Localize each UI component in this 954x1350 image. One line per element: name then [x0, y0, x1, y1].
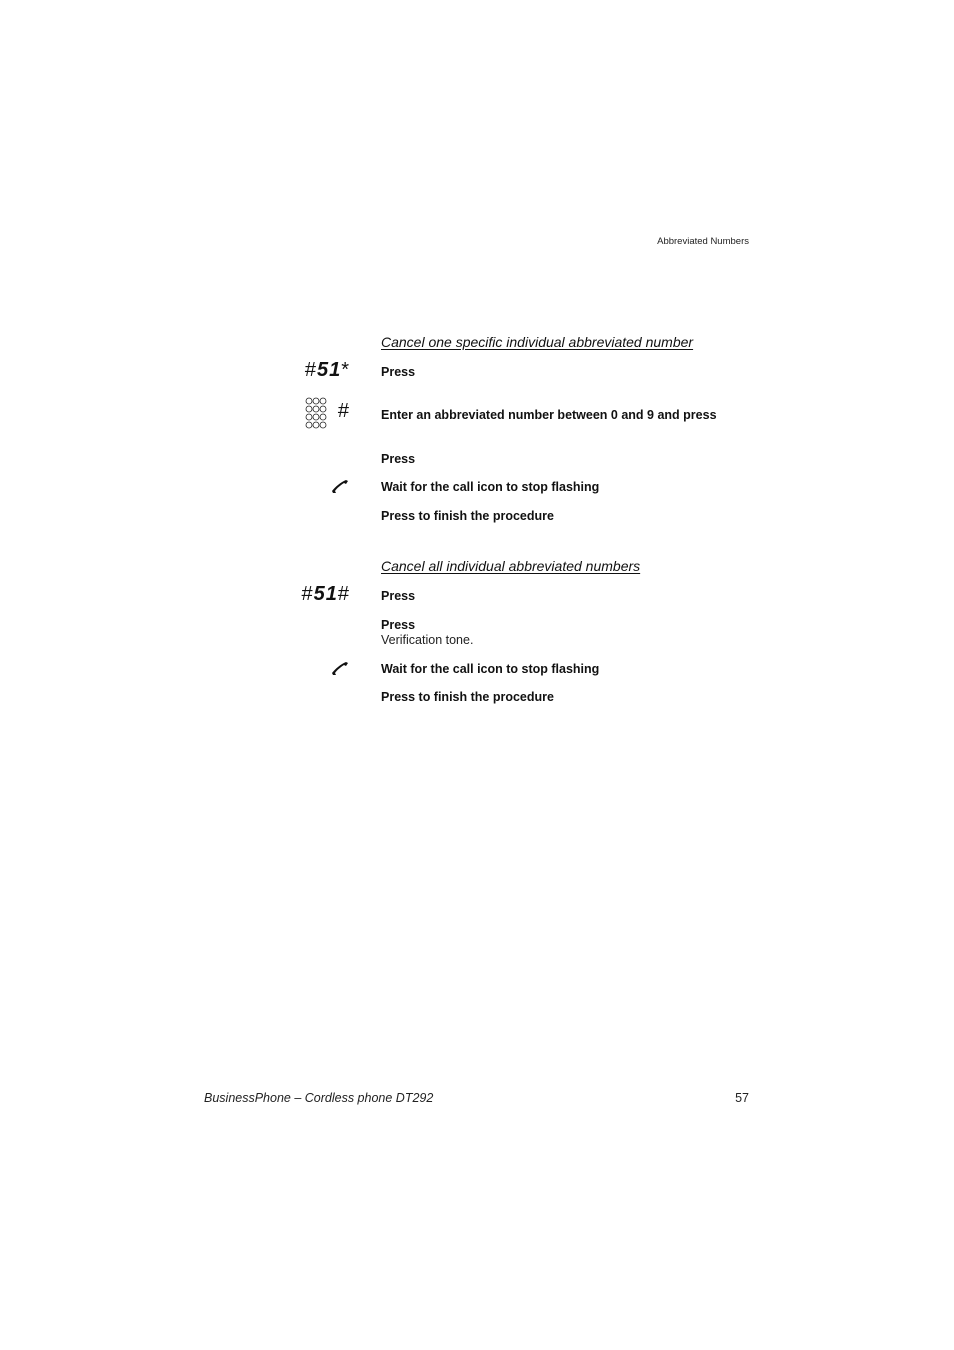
step-finish-procedure: Press to finish the procedure — [381, 509, 554, 523]
section-title-cancel-all: Cancel all individual abbreviated numbers — [381, 558, 641, 574]
step-wait-call-icon: Wait for the call icon to stop flashing — [381, 480, 600, 494]
phone-handset-icon — [329, 660, 351, 676]
procedure-code-hash-51-star — [305, 359, 350, 382]
step-press: Press — [381, 618, 416, 632]
star-symbol: * — [341, 359, 350, 381]
running-head: Abbreviated Numbers — [657, 236, 749, 247]
step-press: Press — [381, 589, 416, 603]
step-finish-procedure: Press to finish the procedure — [381, 690, 554, 704]
keypad-hash-symbol: # — [337, 400, 350, 422]
phone-handset-icon — [329, 478, 351, 494]
code-digits: 51 — [316, 359, 342, 381]
step-wait-call-icon: Wait for the call icon to stop flashing — [381, 662, 600, 676]
code-digits: 51 — [313, 583, 338, 605]
footer-title: BusinessPhone – Cordless phone DT292 — [204, 1091, 434, 1105]
step-enter-abbreviated-number: Enter an abbreviated number between 0 and 9 and press — [381, 408, 717, 422]
hash-symbol: # — [304, 359, 317, 381]
section-title-cancel-one: Cancel one specific individual abbreviated number — [381, 334, 694, 350]
verification-tone-note: Verification tone. — [381, 633, 474, 647]
step-press: Press — [381, 365, 416, 379]
hash-symbol: # — [337, 583, 350, 605]
hash-symbol: # — [301, 583, 314, 605]
step-press: Press — [381, 452, 416, 466]
page-number: 57 — [735, 1091, 749, 1105]
procedure-code-hash-51-hash — [302, 583, 351, 606]
